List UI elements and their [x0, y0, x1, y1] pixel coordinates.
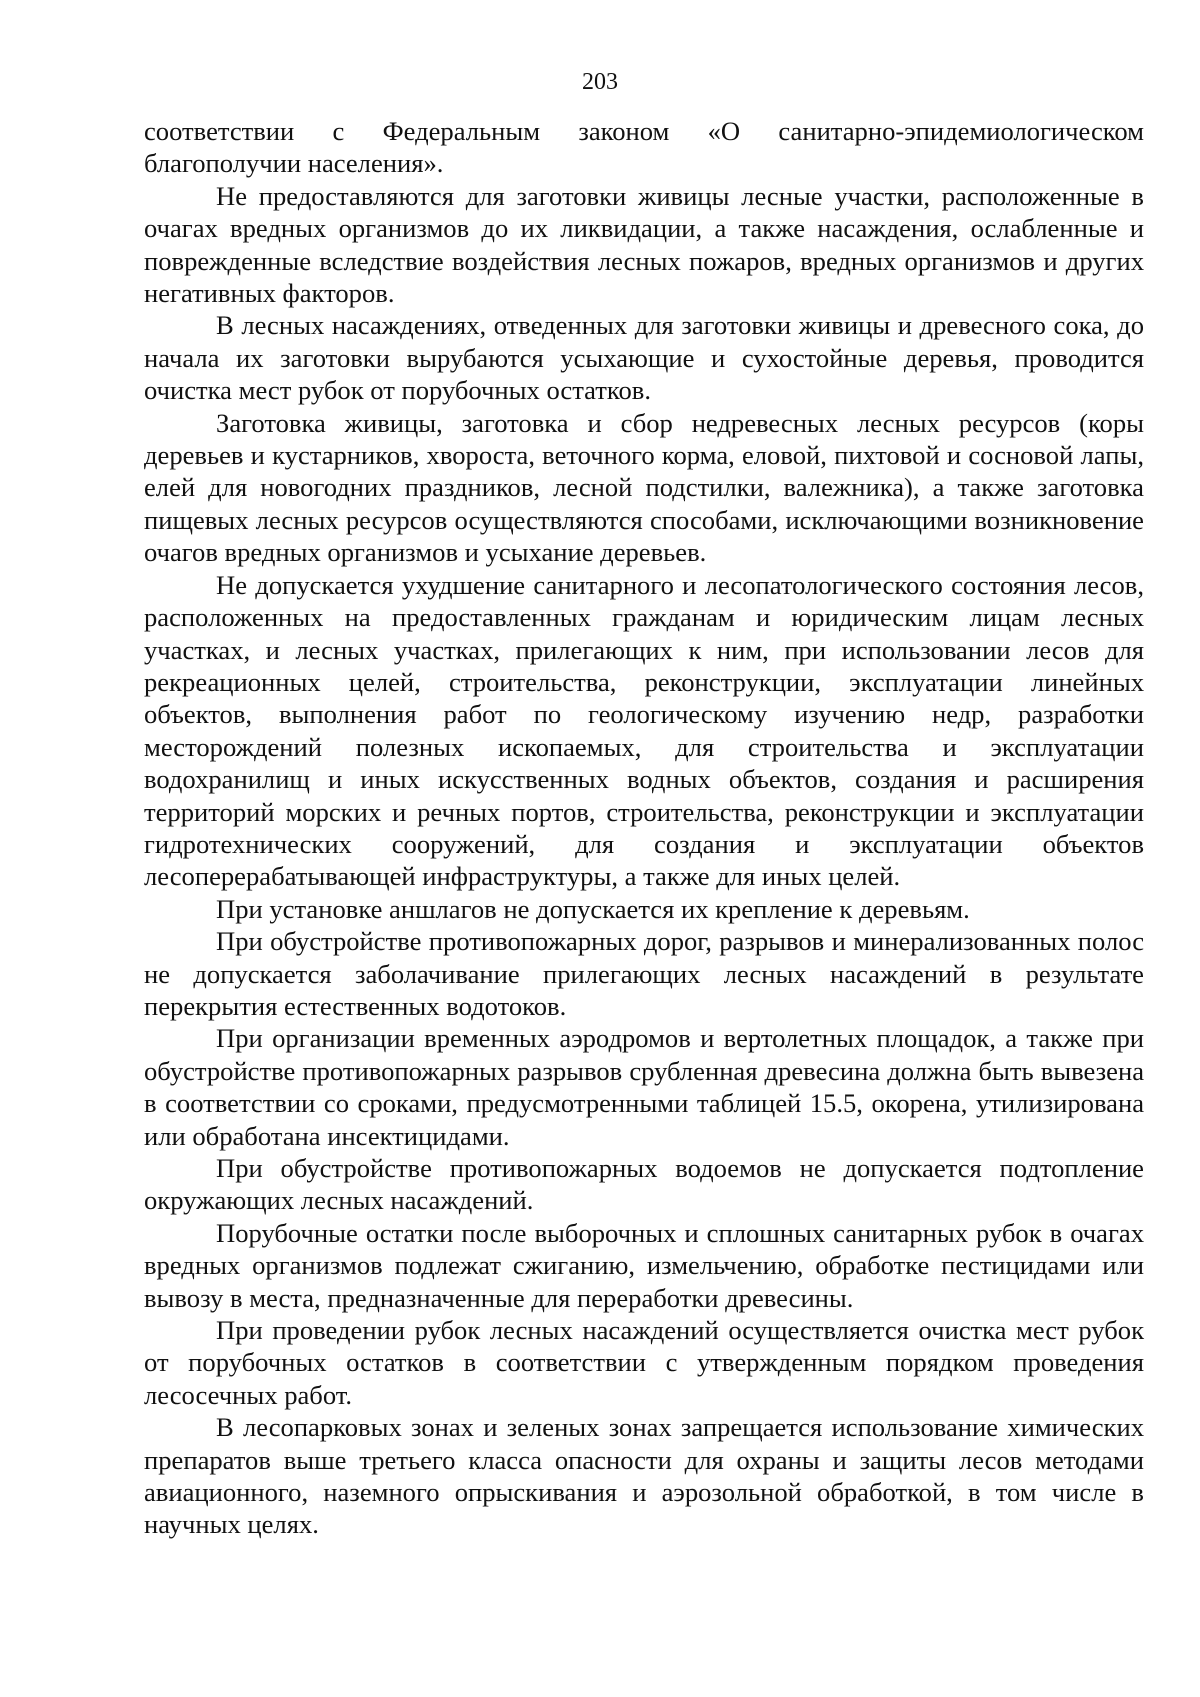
paragraph: При обустройстве противопожарных водоемов не допускается подтопление окружающих лесных насаждений.: [144, 1153, 1144, 1216]
paragraph: При проведении рубок лесных насаждений осуществляется очистка мест рубок от порубочных остатков в соответствии с утвержденным порядком проведения лесосечных работ.: [144, 1315, 1144, 1410]
paragraph: Не предоставляются для заготовки живицы лесные участки, расположенные в очагах вредных организмов до их ликвидации, а также насаждения, ослабленные и поврежденные вследствие воздействия лесных пожаров, вредных организмов и других негативных факторов.: [144, 180, 1144, 309]
paragraph: соответствии с Федеральным законом «О санитарно-эпидемиологическом благополучии населения».: [144, 116, 1144, 179]
paragraph: В лесных насаждениях, отведенных для заготовки живицы и древесного сока, до начала их заготовки вырубаются усыхающие и сухостойные деревья, проводится очистка мест рубок от порубочных остатков.: [144, 310, 1144, 406]
page-number: 203: [582, 69, 618, 95]
paragraph: Порубочные остатки после выборочных и сплошных санитарных рубок в очагах вредных организмов подлежат сжиганию, измельчению, обработке пестицидами или вывозу в места, предназначенные для переработки древесины.: [144, 1217, 1144, 1313]
paragraph: Заготовка живицы, заготовка и сбор недревесных лесных ресурсов (коры деревьев и кустарников, хвороста, веточного корма, еловой, пихтовой и сосновой лапы, елей для новогодних праздников, лесной подстилки, валежника), а также заготовка пищевых лесных ресурсов осуществляются способами, исключающими возникновение очагов вредных организмов и усыхание деревьев.: [144, 407, 1144, 568]
paragraph: При установке аншлагов не допускается их крепление к деревьям.: [216, 893, 970, 924]
paragraph: При организации временных аэродромов и вертолетных площадок, а также при обустройстве противопожарных разрывов срубленная древесина должна быть вывезена в соответствии со сроками, предусмотренными таблицей 15.5, окорена, утилизирована или обработана инсектицидами.: [144, 1023, 1144, 1151]
paragraph: В лесопарковых зонах и зеленых зонах запрещается использование химических препаратов выше третьего класса опасности для охраны и защиты лесов методами авиационного, наземного опрыскивания и аэрозольной обработкой, в том числе в научных целях.: [144, 1412, 1144, 1540]
paragraph: Не допускается ухудшение санитарного и лесопатологического состояния лесов, расположенных на предоставленных гражданам и юридическим лицам лесных участках, и лесных участках, прилегающих к ним, при использовании лесов для рекреационных целей, строительства, реконструкции, эксплуатации линейных объектов, выполнения работ по геологическому изучению недр, разработки месторождений полезных ископаемых, для строительства и эксплуатации водохранилищ и иных искусственных водных объектов, создания и расширения территорий морских и речных портов, строительства, реконструкции и эксплуатации гидротехнических сооружений, для создания и эксплуатации объектов лесоперерабатывающей инфраструктуры, а также для иных целей.: [144, 569, 1144, 892]
document-body: [144, 115, 1144, 1541]
paragraph: При обустройстве противопожарных дорог, разрывов и минерализованных полос не допускается заболачивание прилегающих лесных насаждений в результате перекрытия естественных водотоков.: [144, 926, 1144, 1021]
